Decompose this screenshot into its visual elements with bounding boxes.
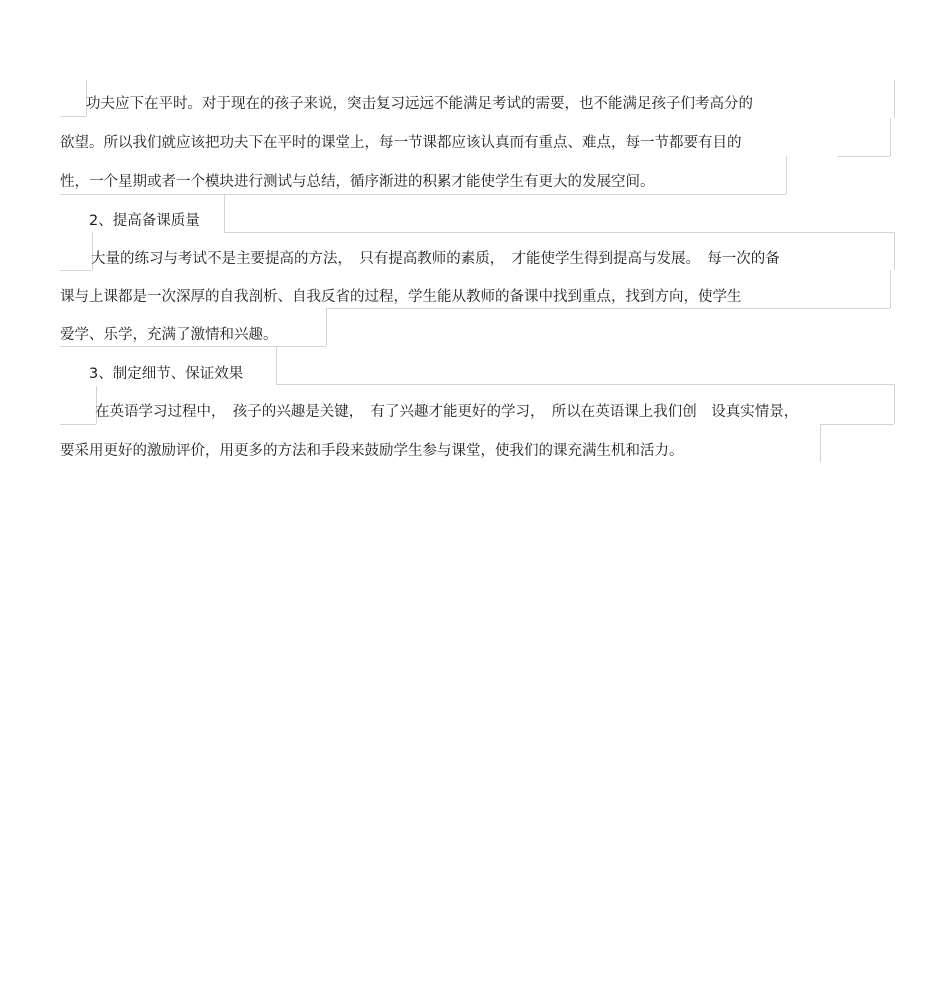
- guide-line: [276, 384, 894, 385]
- paragraph-1-line-1: 功夫应下在平时。对于现在的孩子来说，突击复习远远不能满足考试的需要，也不能满足孩子们考高分的: [86, 96, 753, 112]
- paragraph-3-line-1: 在英语学习过程中， 孩子的兴趣是关键， 有了兴趣才能更好的学习， 所以在英语课上我们创 设真实情景，: [95, 404, 799, 420]
- guide-line: [60, 424, 96, 425]
- guide-line: [894, 80, 895, 118]
- guide-line: [276, 346, 277, 384]
- guide-line: [894, 232, 895, 270]
- section-heading-3: 3、制定细节、保证效果: [89, 366, 244, 382]
- guide-line: [224, 232, 894, 233]
- guide-line: [894, 384, 895, 424]
- guide-line: [786, 156, 787, 194]
- guide-line: [890, 118, 891, 156]
- paragraph-3-line-2: 要采用更好的激励评价，用更多的方法和手段来鼓励学生参与课堂，使我们的课充满生机和活力。: [60, 443, 684, 459]
- paragraph-2-line-1: 大量的练习与考试不是主要提高的方法， 只有提高教师的素质， 才能使学生得到提高与发展。 每一次的备: [91, 251, 780, 267]
- guide-line: [60, 270, 92, 271]
- paragraph-2-line-2: 课与上课都是一次深厚的自我剖析、自我反省的过程，学生能从教师的备课中找到重点，找到方向，使学生: [60, 289, 742, 305]
- guide-line: [820, 424, 821, 462]
- guide-line: [60, 346, 326, 347]
- guide-line: [60, 116, 86, 117]
- guide-line: [326, 308, 327, 346]
- guide-line: [60, 194, 786, 195]
- guide-line: [326, 308, 890, 309]
- guide-line: [890, 270, 891, 308]
- paragraph-2-line-3: 爱学、乐学，充满了激情和兴趣。: [60, 327, 278, 343]
- guide-line: [224, 194, 225, 232]
- paragraph-1-line-2: 欲望。所以我们就应该把功夫下在平时的课堂上，每一节课都应该认真而有重点、难点，每一节都要有目的: [60, 135, 742, 151]
- paragraph-1-line-3: 性，一个星期或者一个模块进行测试与总结，循序渐进的积累才能使学生有更大的发展空间。: [60, 174, 655, 190]
- guide-line: [838, 156, 890, 157]
- section-heading-2: 2、提高备课质量: [89, 213, 200, 229]
- guide-line: [820, 424, 894, 425]
